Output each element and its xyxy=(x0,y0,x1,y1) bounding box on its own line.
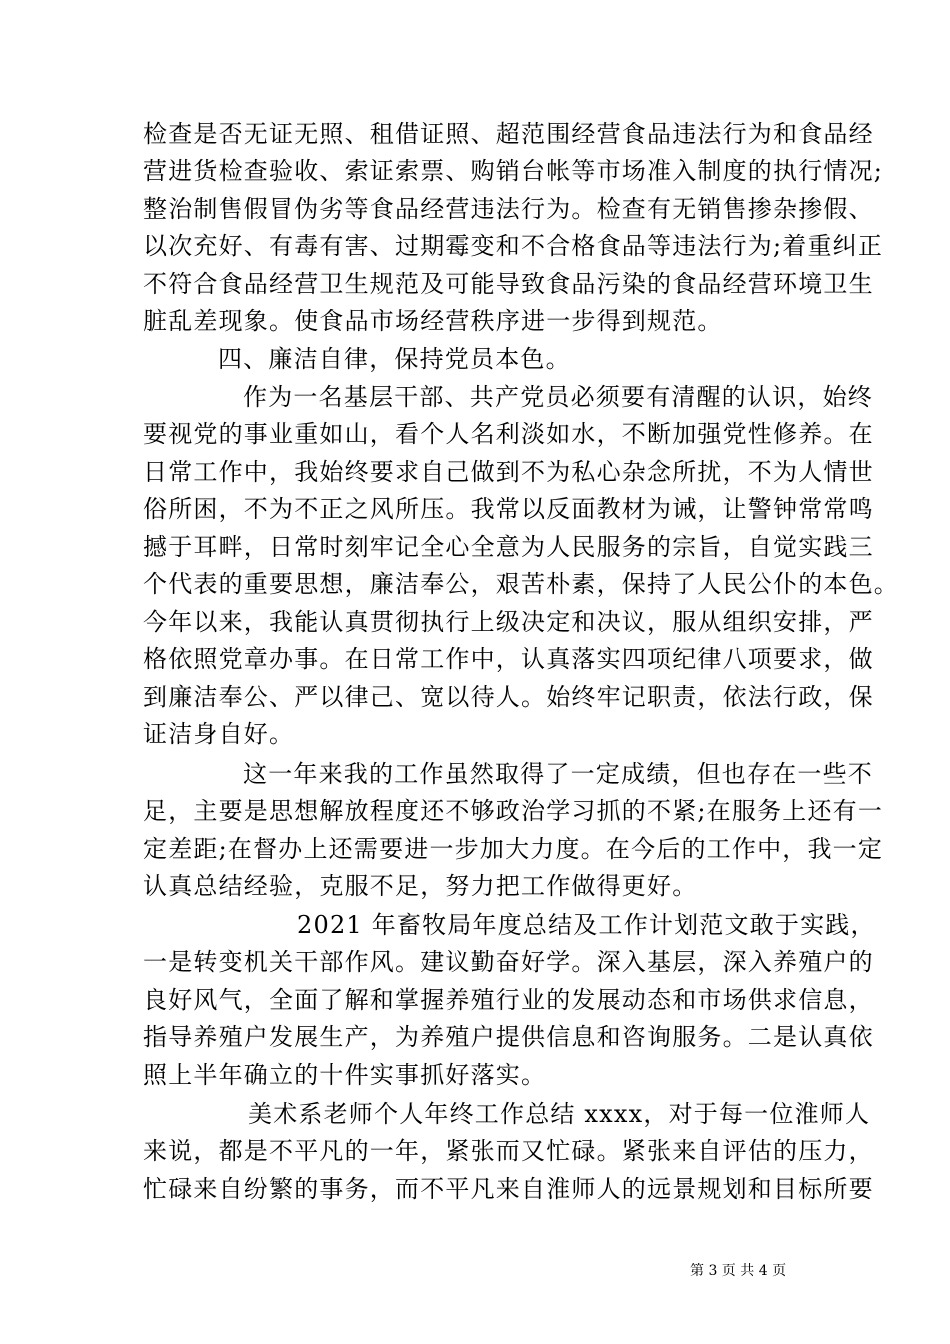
text-line: 不符合食品经营卫生规范及可能导致食品污染的食品经营环境卫生 xyxy=(143,270,874,298)
text-line: 俗所困，不为不正之风所压。我常以反面教材为诫，让警钟常常鸣 xyxy=(143,495,874,523)
text-line: 撼于耳畔，日常时刻牢记全心全意为人民服务的宗旨，自觉实践三 xyxy=(143,533,874,561)
text-line: 良好风气，全面了解和掌握养殖行业的发展动态和市场供求信息， xyxy=(143,986,874,1014)
text-line: 定差距;在督办上还需要进一步加大力度。在今后的工作中，我一定 xyxy=(143,835,884,863)
text-line: 脏乱差现象。使食品市场经营秩序进一步得到规范。 xyxy=(143,307,723,335)
text-line: 足，主要是思想解放程度还不够政治学习抓的不紧;在服务上还有一 xyxy=(143,797,884,825)
text-line: 忙碌来自纷繁的事务，而不平凡来自淮师人的远景规划和目标所要 xyxy=(143,1175,874,1203)
text-line: 来说，都是不平凡的一年，紧张而又忙碌。紧张来自评估的压力， xyxy=(143,1137,874,1165)
text-line: 指导养殖户发展生产，为养殖户提供信息和咨询服务。二是认真依 xyxy=(143,1023,874,1051)
text-line: 以次充好、有毒有害、过期霉变和不合格食品等违法行为;着重纠正 xyxy=(143,232,884,260)
text-line: 要视党的事业重如山，看个人名利淡如水，不断加强党性修养。在 xyxy=(143,420,874,448)
text-line: 认真总结经验，克服不足，努力把工作做得更好。 xyxy=(143,872,698,900)
text-line: 整治制售假冒伪劣等食品经营违法行为。检查有无销售掺杂掺假、 xyxy=(143,195,874,223)
text-line: 日常工作中，我始终要求自己做到不为私心杂念所扰，不为人情世 xyxy=(143,458,874,486)
text-line: 照上半年确立的十件实事抓好落实。 xyxy=(143,1061,547,1089)
text-line: 作为一名基层干部、共产党员必须要有清醒的认识，始终 xyxy=(243,383,873,411)
text-line: 营进货检查验收、索证索票、购销台帐等市场准入制度的执行情况; xyxy=(143,157,884,185)
text-line: 到廉洁奉公、严以律己、宽以待人。始终牢记职责，依法行政，保 xyxy=(143,683,874,711)
text-line: 今年以来，我能认真贯彻执行上级决定和决议，服从组织安排，严 xyxy=(143,608,874,636)
section-heading: 四、廉洁自律，保持党员本色。 xyxy=(218,345,571,373)
text-line: 检查是否无证无照、租借证照、超范围经营食品违法行为和食品经 xyxy=(143,120,874,148)
text-line: 美术系老师个人年终工作总结 xxxx，对于每一位淮师人 xyxy=(248,1100,871,1128)
text-line: 这一年来我的工作虽然取得了一定成绩，但也存在一些不 xyxy=(243,760,873,788)
text-line: 一是转变机关干部作风。建议勤奋好学。深入基层，深入养殖户的 xyxy=(143,948,874,976)
text-line: 个代表的重要思想，廉洁奉公，艰苦朴素，保持了人民公仆的本色。 xyxy=(143,570,899,598)
text-line: 证洁身自好。 xyxy=(143,720,295,748)
text-line: 2021 年畜牧局年度总结及工作计划范文敢于实践， xyxy=(297,911,876,939)
text-line: 格依照党章办事。在日常工作中，认真落实四项纪律八项要求，做 xyxy=(143,645,874,673)
page-number-footer: 第 3 页 共 4 页 xyxy=(690,1263,787,1279)
